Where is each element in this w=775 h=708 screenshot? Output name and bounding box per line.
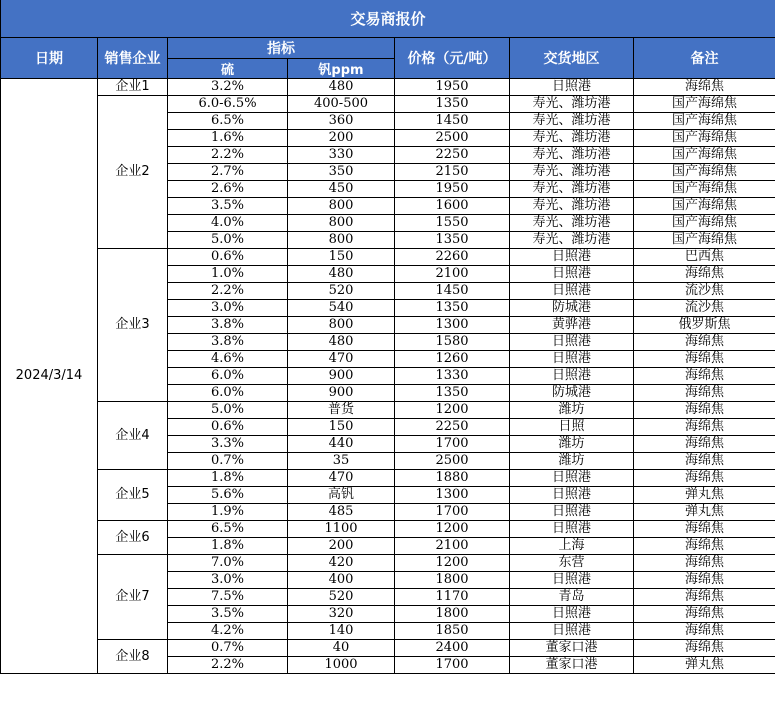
remark-cell: 海绵焦 [634,640,775,657]
region-cell: 日照港 [510,351,634,368]
region-cell: 日照 [510,419,634,436]
table-row [1,249,775,266]
remark-cell: 海绵焦 [634,572,775,589]
region-cell: 上海 [510,538,634,555]
vanadium-cell: 440 [288,436,395,453]
vanadium-cell: 480 [288,79,395,96]
price-cell: 2250 [395,147,510,164]
region-cell: 寿光、潍坊港 [510,198,634,215]
remark-cell: 海绵焦 [634,368,775,385]
remark-cell: 海绵焦 [634,402,775,419]
table-row [1,555,775,572]
price-cell: 1700 [395,657,510,674]
region-cell: 潍坊 [510,436,634,453]
vanadium-cell: 800 [288,198,395,215]
company-cell: 企业4 [98,402,168,470]
sulfur-cell: 4.2% [168,623,288,640]
region-cell: 寿光、潍坊港 [510,130,634,147]
sulfur-cell: 3.3% [168,436,288,453]
company-cell: 企业6 [98,521,168,555]
sulfur-cell: 6.0-6.5% [168,96,288,113]
company-cell: 企业2 [98,96,168,249]
vanadium-cell: 高钒 [288,487,395,504]
sulfur-cell: 2.2% [168,283,288,300]
vanadium-cell: 360 [288,113,395,130]
vanadium-cell: 200 [288,130,395,147]
header-company: 销售企业 [98,38,168,79]
price-cell: 1950 [395,79,510,96]
region-cell: 日照港 [510,606,634,623]
remark-cell: 国产海绵焦 [634,130,775,147]
remark-cell: 海绵焦 [634,351,775,368]
sulfur-cell: 6.5% [168,113,288,130]
remark-cell: 国产海绵焦 [634,215,775,232]
vanadium-cell: 400-500 [288,96,395,113]
table-row [1,96,775,113]
vanadium-cell: 520 [288,283,395,300]
sulfur-cell: 1.8% [168,470,288,487]
company-cell: 企业1 [98,79,168,96]
price-cell: 1450 [395,113,510,130]
header-indicator: 指标 [168,38,395,59]
sulfur-cell: 1.8% [168,538,288,555]
price-cell: 1850 [395,623,510,640]
table-row [1,79,775,96]
price-cell: 2260 [395,249,510,266]
price-cell: 1600 [395,198,510,215]
price-cell: 1300 [395,317,510,334]
vanadium-cell: 520 [288,589,395,606]
remark-cell: 国产海绵焦 [634,113,775,130]
price-cell: 1350 [395,300,510,317]
price-cell: 1330 [395,368,510,385]
price-cell: 1550 [395,215,510,232]
sulfur-cell: 6.0% [168,368,288,385]
sulfur-cell: 4.0% [168,215,288,232]
header-date: 日期 [1,38,98,79]
region-cell: 日照港 [510,368,634,385]
price-cell: 2250 [395,419,510,436]
vanadium-cell: 35 [288,453,395,470]
region-cell: 寿光、潍坊港 [510,113,634,130]
remark-cell: 海绵焦 [634,470,775,487]
region-cell: 日照港 [510,521,634,538]
remark-cell: 国产海绵焦 [634,96,775,113]
sulfur-cell: 6.5% [168,521,288,538]
vanadium-cell: 900 [288,385,395,402]
price-cell: 1260 [395,351,510,368]
vanadium-cell: 800 [288,317,395,334]
vanadium-cell: 480 [288,266,395,283]
vanadium-cell: 350 [288,164,395,181]
remark-cell: 海绵焦 [634,419,775,436]
price-cell: 1350 [395,96,510,113]
remark-cell: 国产海绵焦 [634,232,775,249]
remark-cell: 流沙焦 [634,283,775,300]
remark-cell: 国产海绵焦 [634,164,775,181]
remark-cell: 弹丸焦 [634,487,775,504]
sulfur-cell: 2.2% [168,147,288,164]
vanadium-cell: 400 [288,572,395,589]
region-cell: 日照港 [510,487,634,504]
date-cell: 2024/3/14 [1,79,98,674]
sulfur-cell: 7.5% [168,589,288,606]
sulfur-cell: 1.0% [168,266,288,283]
vanadium-cell: 540 [288,300,395,317]
price-cell: 1880 [395,470,510,487]
header-vanadium: 钒ppm [288,59,395,79]
vanadium-cell: 470 [288,351,395,368]
remark-cell: 流沙焦 [634,300,775,317]
region-cell: 日照港 [510,504,634,521]
sulfur-cell: 3.2% [168,79,288,96]
price-cell: 1200 [395,521,510,538]
sulfur-cell: 5.0% [168,232,288,249]
sulfur-cell: 2.6% [168,181,288,198]
sulfur-cell: 4.6% [168,351,288,368]
region-cell: 日照港 [510,623,634,640]
remark-cell: 海绵焦 [634,436,775,453]
remark-cell: 海绵焦 [634,538,775,555]
vanadium-cell: 320 [288,606,395,623]
remark-cell: 巴西焦 [634,249,775,266]
sulfur-cell: 3.5% [168,606,288,623]
table-row [1,521,775,538]
remark-cell: 海绵焦 [634,334,775,351]
price-cell: 1800 [395,572,510,589]
sulfur-cell: 0.6% [168,419,288,436]
remark-cell: 海绵焦 [634,623,775,640]
company-cell: 企业8 [98,640,168,674]
remark-cell: 海绵焦 [634,79,775,96]
vanadium-cell: 900 [288,368,395,385]
region-cell: 日照港 [510,334,634,351]
region-cell: 潍坊 [510,453,634,470]
table-row [1,640,775,657]
region-cell: 寿光、潍坊港 [510,232,634,249]
sulfur-cell: 3.5% [168,198,288,215]
region-cell: 寿光、潍坊港 [510,215,634,232]
region-cell: 寿光、潍坊港 [510,96,634,113]
sulfur-cell: 3.8% [168,334,288,351]
remark-cell: 俄罗斯焦 [634,317,775,334]
remark-cell: 弹丸焦 [634,657,775,674]
region-cell: 寿光、潍坊港 [510,164,634,181]
vanadium-cell: 420 [288,555,395,572]
header-remark: 备注 [634,38,775,79]
sulfur-cell: 2.2% [168,657,288,674]
region-cell: 董家口港 [510,640,634,657]
company-cell: 企业5 [98,470,168,521]
table-row [1,402,775,419]
sulfur-cell: 1.6% [168,130,288,147]
region-cell: 日照港 [510,572,634,589]
vanadium-cell: 330 [288,147,395,164]
header-price: 价格（元/吨） [395,38,510,79]
remark-cell: 海绵焦 [634,589,775,606]
remark-cell: 海绵焦 [634,555,775,572]
region-cell: 寿光、潍坊港 [510,147,634,164]
sulfur-cell: 6.0% [168,385,288,402]
price-cell: 2400 [395,640,510,657]
company-cell: 企业7 [98,555,168,640]
sulfur-cell: 3.0% [168,572,288,589]
vanadium-cell: 150 [288,419,395,436]
region-cell: 青岛 [510,589,634,606]
header-region: 交货地区 [510,38,634,79]
vanadium-cell: 800 [288,215,395,232]
region-cell: 黄骅港 [510,317,634,334]
price-cell: 1170 [395,589,510,606]
remark-cell: 海绵焦 [634,521,775,538]
price-cell: 1950 [395,181,510,198]
region-cell: 日照港 [510,283,634,300]
sulfur-cell: 5.6% [168,487,288,504]
price-cell: 1450 [395,283,510,300]
remark-cell: 弹丸焦 [634,504,775,521]
sulfur-cell: 3.0% [168,300,288,317]
vanadium-cell: 1100 [288,521,395,538]
header-sulfur: 硫 [168,59,288,79]
region-cell: 日照港 [510,266,634,283]
region-cell: 日照港 [510,470,634,487]
vanadium-cell: 480 [288,334,395,351]
sulfur-cell: 0.7% [168,640,288,657]
remark-cell: 国产海绵焦 [634,181,775,198]
price-cell: 2500 [395,453,510,470]
vanadium-cell: 485 [288,504,395,521]
region-cell: 董家口港 [510,657,634,674]
price-cell: 2100 [395,266,510,283]
price-cell: 1580 [395,334,510,351]
sulfur-cell: 0.6% [168,249,288,266]
price-cell: 1800 [395,606,510,623]
sulfur-cell: 0.7% [168,453,288,470]
region-cell: 寿光、潍坊港 [510,181,634,198]
price-cell: 1350 [395,232,510,249]
vanadium-cell: 普货 [288,402,395,419]
remark-cell: 海绵焦 [634,606,775,623]
price-cell: 1700 [395,436,510,453]
vanadium-cell: 1000 [288,657,395,674]
vanadium-cell: 470 [288,470,395,487]
company-cell: 企业3 [98,249,168,402]
sulfur-cell: 1.9% [168,504,288,521]
sulfur-cell: 3.8% [168,317,288,334]
region-cell: 防城港 [510,385,634,402]
sulfur-cell: 2.7% [168,164,288,181]
vanadium-cell: 40 [288,640,395,657]
table-body [1,79,775,674]
remark-cell: 海绵焦 [634,266,775,283]
sulfur-cell: 5.0% [168,402,288,419]
remark-cell: 海绵焦 [634,385,775,402]
region-cell: 日照港 [510,79,634,96]
vanadium-cell: 150 [288,249,395,266]
table-title: 交易商报价 [1,0,775,38]
price-cell: 1350 [395,385,510,402]
vanadium-cell: 800 [288,232,395,249]
sulfur-cell: 7.0% [168,555,288,572]
price-cell: 2150 [395,164,510,181]
price-cell: 1300 [395,487,510,504]
vanadium-cell: 450 [288,181,395,198]
vanadium-cell: 140 [288,623,395,640]
remark-cell: 海绵焦 [634,453,775,470]
table-row [1,470,775,487]
price-cell: 1200 [395,402,510,419]
vanadium-cell: 200 [288,538,395,555]
region-cell: 潍坊 [510,402,634,419]
region-cell: 防城港 [510,300,634,317]
price-cell: 1700 [395,504,510,521]
remark-cell: 国产海绵焦 [634,147,775,164]
price-cell: 2100 [395,538,510,555]
price-cell: 1200 [395,555,510,572]
remark-cell: 国产海绵焦 [634,198,775,215]
price-cell: 2500 [395,130,510,147]
region-cell: 东营 [510,555,634,572]
region-cell: 日照港 [510,249,634,266]
